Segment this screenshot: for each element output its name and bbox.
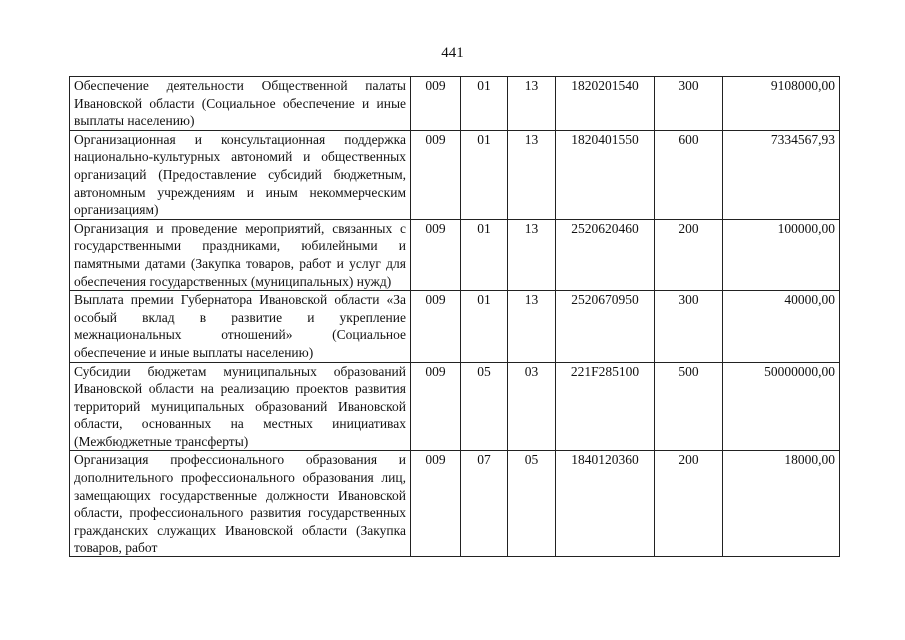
subsection-code: 03 [508, 362, 556, 451]
ministry-code: 009 [411, 130, 461, 219]
row-description: Выплата премии Губернатора Ивановской области «За особый вклад в развитие и укрепление межнациональных отношений» (Социальное обеспечение и иные выплаты населению) [70, 291, 411, 362]
section-code: 07 [461, 451, 508, 557]
expense-type-code: 500 [655, 362, 723, 451]
row-description: Обеспечение деятельности Общественной палаты Ивановской области (Социальное обеспечение и иные выплаты населению) [70, 77, 411, 131]
row-description: Организационная и консультационная поддержка национально-культурных автономий и общественных организаций (Предоставление субсидий бюджетным, автономным учреждениям и иным некоммерческим организациям) [70, 130, 411, 219]
ministry-code: 009 [411, 77, 461, 131]
target-article-code: 1820401550 [556, 130, 655, 219]
subsection-code: 13 [508, 291, 556, 362]
amount: 50000000,00 [723, 362, 840, 451]
row-description: Организация и проведение мероприятий, связанных с государственными праздниками, юбилейными и памятными датами (Закупка товаров, работ и услуг для обеспечения государственных (муниципальных) нужд) [70, 219, 411, 290]
amount: 40000,00 [723, 291, 840, 362]
table-row [70, 362, 840, 451]
section-code: 01 [461, 219, 508, 290]
ministry-code: 009 [411, 451, 461, 557]
amount: 100000,00 [723, 219, 840, 290]
row-description-cell [70, 451, 411, 557]
subsection-code: 13 [508, 77, 556, 131]
section-code: 05 [461, 362, 508, 451]
ministry-code: 009 [411, 362, 461, 451]
expense-type-code: 200 [655, 451, 723, 557]
target-article-code: 1840120360 [556, 451, 655, 557]
table-row [70, 451, 840, 557]
budget-table [69, 76, 840, 557]
target-article-code: 2520620460 [556, 219, 655, 290]
expense-type-code: 600 [655, 130, 723, 219]
section-code: 01 [461, 291, 508, 362]
expense-type-code: 300 [655, 291, 723, 362]
subsection-code: 13 [508, 219, 556, 290]
expense-type-code: 300 [655, 77, 723, 131]
target-article-code: 1820201540 [556, 77, 655, 131]
table-row [70, 77, 840, 131]
row-description: Субсидии бюджетам муниципальных образований Ивановской области на реализацию проектов развития территорий муниципальных образований Ивановской области, основанных на местных инициативах (Межбюджетные трансферты) [70, 362, 411, 451]
target-article-code: 221F285100 [556, 362, 655, 451]
ministry-code: 009 [411, 291, 461, 362]
subsection-code: 05 [508, 451, 556, 557]
row-description: Организация профессионального образования и дополнительного профессионального образования лиц, замещающих государственные должности Ивановской области, профессионального развития государственных гражданских служащих Ивановской области (Закупка товаров, работ [74, 452, 406, 556]
amount: 9108000,00 [723, 77, 840, 131]
amount: 7334567,93 [723, 130, 840, 219]
table-row [70, 130, 840, 219]
section-code: 01 [461, 77, 508, 131]
table-row [70, 219, 840, 290]
ministry-code: 009 [411, 219, 461, 290]
subsection-code: 13 [508, 130, 556, 219]
target-article-code: 2520670950 [556, 291, 655, 362]
table-row [70, 291, 840, 362]
section-code: 01 [461, 130, 508, 219]
expense-type-code: 200 [655, 219, 723, 290]
page-number: 441 [441, 45, 464, 61]
amount: 18000,00 [723, 451, 840, 557]
